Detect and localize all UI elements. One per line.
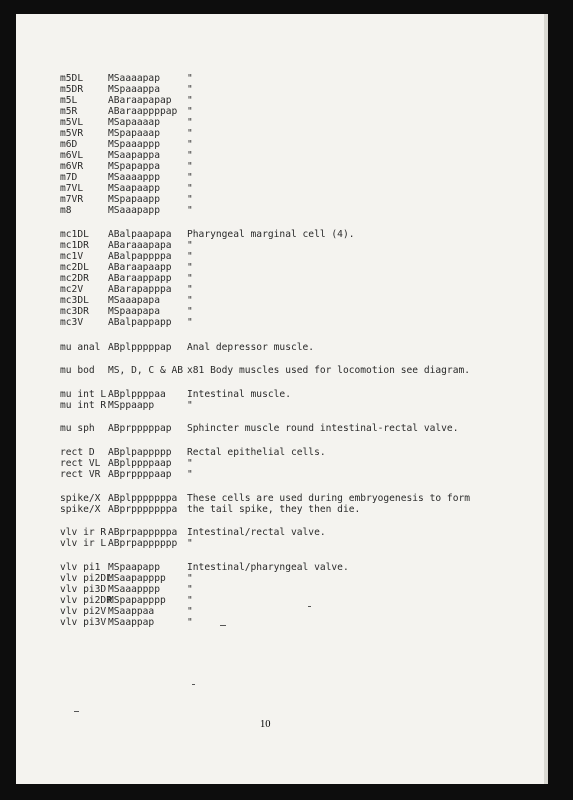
paper-speck	[192, 684, 195, 685]
cell-lineage: MSpaapapa	[108, 306, 160, 317]
cell-description: Anal depressor muscle.	[187, 342, 315, 353]
cell-description: "	[187, 117, 193, 128]
cell-description: "	[187, 205, 193, 216]
cell-lineage: MSaappaa	[108, 606, 155, 617]
cell-name: mu bod	[60, 365, 95, 376]
cell-name: vlv ir R	[60, 527, 107, 538]
cell-description: These cells are used during embryogenesis to form	[187, 493, 471, 504]
page-number: 10	[260, 719, 271, 730]
cell-description: "	[187, 251, 193, 262]
cell-name: vlv pi2DL	[60, 573, 112, 584]
cell-description: "	[187, 317, 193, 328]
cell-description: "	[187, 458, 193, 469]
cell-description: "	[187, 128, 193, 139]
cell-description: "	[187, 150, 193, 161]
cell-description: "	[187, 262, 193, 273]
paper-speck	[308, 606, 311, 607]
cell-description: Intestinal/pharyngeal valve.	[187, 562, 349, 573]
cell-name: m6VR	[60, 161, 84, 172]
cell-lineage: MSaaapapp	[108, 205, 160, 216]
cell-name: m5R	[60, 106, 78, 117]
cell-description: "	[187, 139, 193, 150]
cell-description: "	[187, 95, 193, 106]
cell-name: rect VL	[60, 458, 101, 469]
cell-table	[16, 14, 544, 784]
cell-name: mu anal	[60, 342, 101, 353]
cell-name: spike/X	[60, 504, 101, 515]
cell-lineage: MSaapaapp	[108, 183, 160, 194]
cell-lineage: ABaraappppap	[108, 106, 178, 117]
cell-name: m5VR	[60, 128, 84, 139]
cell-lineage: MSaaapppp	[108, 584, 160, 595]
cell-description: "	[187, 194, 193, 205]
cell-lineage: ABprpapppppa	[108, 527, 178, 538]
cell-lineage: ABalpappapp	[108, 317, 172, 328]
cell-name: vlv pi1	[60, 562, 101, 573]
cell-name: mu sph	[60, 423, 95, 434]
cell-lineage: ABarapapppa	[108, 284, 172, 295]
cell-description: "	[187, 273, 193, 284]
cell-lineage: MSapaaaap	[108, 117, 160, 128]
cell-description: "	[187, 469, 193, 480]
cell-lineage: MSaapappa	[108, 150, 160, 161]
cell-description: the tail spike, they then die.	[187, 504, 361, 515]
cell-name: m7VR	[60, 194, 84, 205]
cell-description: "	[187, 306, 193, 317]
paper-speck	[220, 625, 226, 626]
cell-description: "	[187, 617, 193, 628]
cell-lineage: MSpapaaap	[108, 128, 160, 139]
cell-description: "	[187, 295, 193, 306]
cell-lineage: ABalpaapapa	[108, 229, 172, 240]
cell-lineage: ABaraapapap	[108, 95, 172, 106]
cell-name: m5DL	[60, 73, 84, 84]
cell-lineage: MSpaaappa	[108, 84, 160, 95]
cell-description: "	[187, 106, 193, 117]
cell-name: m6VL	[60, 150, 84, 161]
cell-lineage: MS, D, C & AB	[108, 365, 184, 376]
cell-description: "	[187, 400, 193, 411]
cell-lineage: MSpapaapp	[108, 194, 160, 205]
cell-name: vlv pi2V	[60, 606, 107, 617]
cell-lineage: MSaaapapa	[108, 295, 160, 306]
cell-description: "	[187, 73, 193, 84]
cell-lineage: ABprpapppppp	[108, 538, 178, 549]
cell-lineage: MSppaapp	[108, 400, 155, 411]
cell-description: "	[187, 606, 193, 617]
cell-description: "	[187, 183, 193, 194]
cell-name: m5VL	[60, 117, 84, 128]
cell-lineage: ABprpppppap	[108, 423, 172, 434]
cell-name: m5L	[60, 95, 78, 106]
cell-name: vlv pi3D	[60, 584, 107, 595]
cell-description: Sphincter muscle round intestinal-rectal valve.	[187, 423, 459, 434]
cell-name: rect VR	[60, 469, 101, 480]
document-page	[16, 14, 548, 784]
cell-description: Rectal epithelial cells.	[187, 447, 326, 458]
cell-name: mc1DR	[60, 240, 89, 251]
cell-lineage: MSaappap	[108, 617, 155, 628]
cell-lineage: ABplppppaap	[108, 458, 172, 469]
paper-speck	[74, 711, 79, 712]
cell-description: "	[187, 240, 193, 251]
cell-lineage: ABprpppppppa	[108, 504, 178, 515]
cell-name: vlv pi2DR	[60, 595, 112, 606]
cell-lineage: ABplppppaa	[108, 389, 166, 400]
cell-description: "	[187, 172, 193, 183]
cell-name: vlv ir L	[60, 538, 107, 549]
cell-name: mu int L	[60, 389, 107, 400]
cell-name: m8	[60, 205, 72, 216]
cell-description: Intestinal/rectal valve.	[187, 527, 326, 538]
cell-lineage: MSaapapppp	[108, 573, 166, 584]
cell-name: mc2DR	[60, 273, 89, 284]
cell-lineage: ABaraappapp	[108, 273, 172, 284]
cell-name: mc3DR	[60, 306, 89, 317]
cell-lineage: MSpapappa	[108, 161, 160, 172]
cell-lineage: ABaraaapapa	[108, 240, 172, 251]
cell-name: vlv pi3V	[60, 617, 107, 628]
cell-name: m6D	[60, 139, 78, 150]
cell-description: Pharyngeal marginal cell (4).	[187, 229, 355, 240]
cell-description: "	[187, 584, 193, 595]
cell-lineage: ABplpppppppa	[108, 493, 178, 504]
cell-description: "	[187, 161, 193, 172]
cell-lineage: MSpaapapp	[108, 562, 160, 573]
cell-lineage: ABalpappppa	[108, 251, 172, 262]
cell-name: mc1V	[60, 251, 84, 262]
cell-description: "	[187, 284, 193, 295]
cell-lineage: ABplpppppap	[108, 342, 172, 353]
cell-description: "	[187, 538, 193, 549]
cell-description: "	[187, 595, 193, 606]
cell-lineage: ABaraapaapp	[108, 262, 172, 273]
cell-name: mc3DL	[60, 295, 89, 306]
cell-lineage: ABplpappppp	[108, 447, 172, 458]
cell-name: rect D	[60, 447, 95, 458]
cell-description: x81 Body muscles used for locomotion see diagram.	[187, 365, 471, 376]
cell-name: mc1DL	[60, 229, 89, 240]
cell-name: m7D	[60, 172, 78, 183]
cell-name: m7VL	[60, 183, 84, 194]
cell-name: mc2V	[60, 284, 84, 295]
cell-description: Intestinal muscle.	[187, 389, 291, 400]
cell-lineage: MSaaaapap	[108, 73, 160, 84]
cell-name: mc2DL	[60, 262, 89, 273]
cell-name: mc3V	[60, 317, 84, 328]
cell-name: m5DR	[60, 84, 84, 95]
cell-lineage: MSpapapppp	[108, 595, 166, 606]
cell-description: "	[187, 84, 193, 95]
cell-lineage: MSaaaappp	[108, 172, 160, 183]
cell-name: mu int R	[60, 400, 107, 411]
cell-lineage: ABprppppaap	[108, 469, 172, 480]
cell-name: spike/X	[60, 493, 101, 504]
cell-description: "	[187, 573, 193, 584]
cell-lineage: MSpaaappp	[108, 139, 160, 150]
